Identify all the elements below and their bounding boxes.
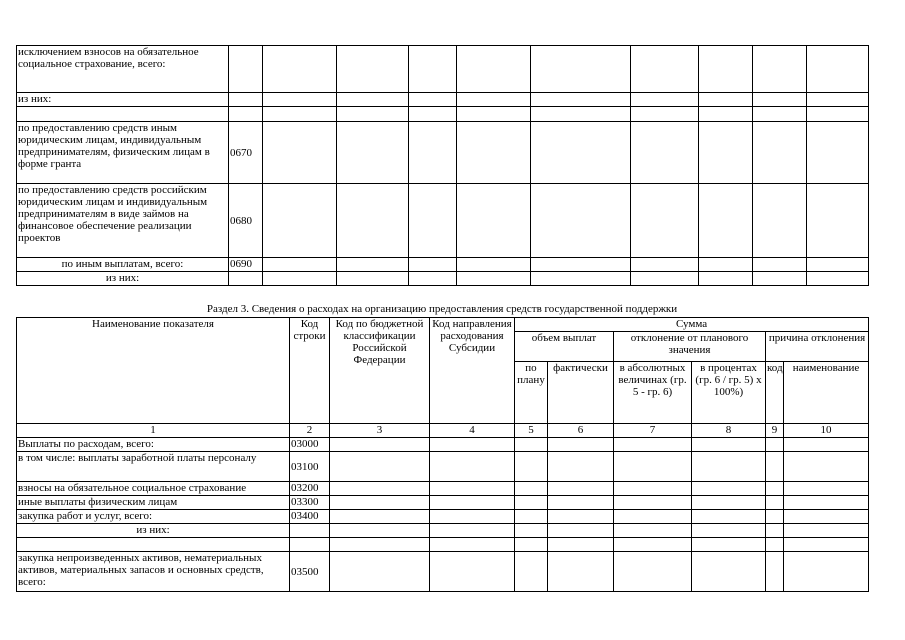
row-code: 0670 xyxy=(229,122,263,184)
table-row xyxy=(17,496,869,510)
table-row xyxy=(17,438,869,452)
section3-table xyxy=(16,317,869,592)
row-code xyxy=(229,46,263,93)
table-row xyxy=(17,552,869,592)
row-label: взносы на обязательное социальное страхование xyxy=(17,482,290,496)
row-code xyxy=(229,272,263,286)
row-label: по иным выплатам, всего: xyxy=(17,258,229,272)
row-code: 03500 xyxy=(290,552,330,592)
header-reason-code: код xyxy=(766,362,784,424)
table-row xyxy=(17,122,869,184)
table-row xyxy=(17,46,869,93)
section-title: Раздел 3. Сведения о расходах на организацию предоставления средств государственной поддержки xyxy=(206,303,678,315)
column-number: 6 xyxy=(548,424,614,438)
column-number: 9 xyxy=(766,424,784,438)
row-code xyxy=(290,538,330,552)
header-budget-code: Код по бюджетной классификации Российской Федерации xyxy=(330,318,430,424)
row-label: по предоставлению средств иным юридическим лицам, индивидуальным предпринимателям, физическим лицам в форме гранта xyxy=(17,122,229,184)
header-reason-name: наименование xyxy=(784,362,869,424)
table-row xyxy=(17,510,869,524)
column-number: 5 xyxy=(515,424,548,438)
row-label: Выплаты по расходам, всего: xyxy=(17,438,290,452)
column-number: 8 xyxy=(692,424,766,438)
row-code: 03100 xyxy=(290,452,330,482)
column-number: 10 xyxy=(784,424,869,438)
row-label xyxy=(17,538,290,552)
column-numbers-row xyxy=(17,424,869,438)
column-number: 2 xyxy=(290,424,330,438)
row-code xyxy=(229,107,263,122)
row-label xyxy=(17,107,229,122)
column-number: 1 xyxy=(17,424,290,438)
row-code: 0690 xyxy=(229,258,263,272)
header-percent: в процентах (гр. 6 / гр. 5) x 100%) xyxy=(692,362,766,424)
table-row xyxy=(17,272,869,286)
column-number: 4 xyxy=(430,424,515,438)
row-label: в том числе: выплаты заработной платы персоналу xyxy=(17,452,290,482)
header-deviation: отклонение от планового значения xyxy=(614,332,766,362)
row-label: из них: xyxy=(17,93,229,107)
row-label: из них: xyxy=(17,272,229,286)
table-row xyxy=(17,184,869,258)
header-plan: по плану xyxy=(515,362,548,424)
row-code: 03300 xyxy=(290,496,330,510)
header-code: Код строки xyxy=(290,318,330,424)
row-label: по предоставлению средств российским юридическим лицам и индивидуальным предпринимателям в виде займов на финансовое обеспечение реализации проектов xyxy=(17,184,229,258)
row-code: 03400 xyxy=(290,510,330,524)
row-label: закупка работ и услуг, всего: xyxy=(17,510,290,524)
table-row xyxy=(17,482,869,496)
table-row xyxy=(17,524,869,538)
header-reason: причина отклонения xyxy=(766,332,869,362)
row-label: из них: xyxy=(17,524,290,538)
row-code: 03200 xyxy=(290,482,330,496)
table-row xyxy=(17,538,869,552)
table-row xyxy=(17,258,869,272)
column-number: 3 xyxy=(330,424,430,438)
header-sum: Сумма xyxy=(515,318,869,332)
top-table xyxy=(16,45,869,286)
row-code: 03000 xyxy=(290,438,330,452)
header-payment-volume: объем выплат xyxy=(515,332,614,362)
header-absolute: в абсолютных величинах (гр. 5 - гр. 6) xyxy=(614,362,692,424)
column-number: 7 xyxy=(614,424,692,438)
row-code: 0680 xyxy=(229,184,263,258)
table-row xyxy=(17,452,869,482)
row-code xyxy=(290,524,330,538)
table-row xyxy=(17,93,869,107)
table-row xyxy=(17,107,869,122)
row-code xyxy=(229,93,263,107)
header-actual: фактически xyxy=(548,362,614,424)
row-label: исключением взносов на обязательное социальное страхование, всего: xyxy=(17,46,229,93)
row-label: иные выплаты физическим лицам xyxy=(17,496,290,510)
row-label: закупка непроизведенных активов, нематериальных активов, материальных запасов и основных средств, всего: xyxy=(17,552,290,592)
header-direction-code: Код направления расходования Субсидии xyxy=(430,318,515,424)
header-name: Наименование показателя xyxy=(17,318,290,424)
